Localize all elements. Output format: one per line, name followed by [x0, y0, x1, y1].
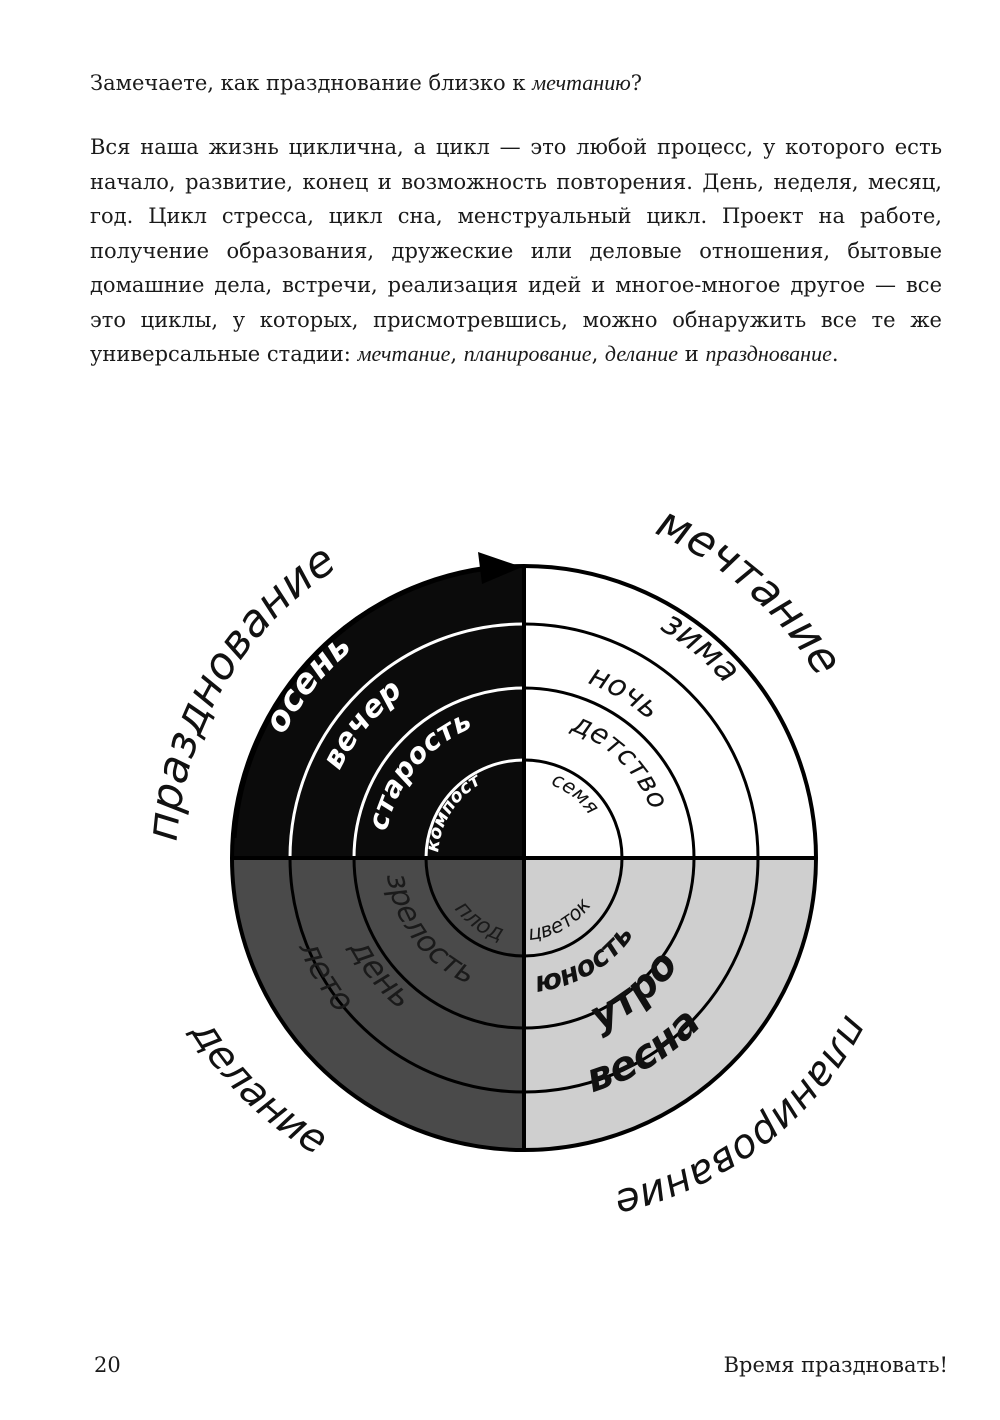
stage-label-planning: планирование: [610, 1008, 878, 1227]
stage-label-celebrating: празднование: [136, 534, 345, 844]
intro-text: Замечаете, как празднование близко к: [90, 71, 533, 95]
ring-label-compost: компост: [422, 769, 485, 854]
ring-label-childhood: детство: [567, 705, 676, 814]
ring-label-seed: семя: [548, 767, 605, 819]
ring-label-morning: утро: [582, 942, 688, 1040]
stage-term-doing: делание: [604, 341, 679, 366]
ring-label-spring: весна: [580, 998, 710, 1103]
running-title: Время праздновать!: [723, 1353, 948, 1377]
separator: ,: [450, 342, 464, 366]
ring-label-youth: юность: [531, 918, 640, 999]
ring-label-maturity: зрелость: [378, 870, 482, 992]
stage-term-dreaming: мечтание: [357, 341, 451, 366]
ring-label-autumn: осень: [256, 625, 359, 740]
intro-italic-word: мечтанию: [532, 70, 631, 95]
ring-label-winter: зима: [654, 602, 749, 691]
ring-label-fruit: плод: [449, 896, 508, 947]
ring-label-old-age: старость: [361, 703, 477, 834]
ring-label-evening: вечер: [315, 672, 409, 775]
stage-term-planning: планирование: [463, 341, 592, 366]
ring-label-day: день: [342, 932, 421, 1017]
intro-question-mark: ?: [630, 71, 642, 95]
separator: и: [678, 342, 706, 366]
stage-label-doing: делание: [181, 1011, 336, 1164]
separator: ,: [591, 342, 605, 366]
ring-label-flower: цветок: [526, 892, 596, 946]
ring-label-night: ночь: [583, 657, 667, 727]
period: .: [831, 342, 839, 366]
page-number: 20: [94, 1353, 121, 1377]
stage-term-celebrating: празднование: [705, 341, 832, 366]
ring-label-summer: лето: [291, 934, 363, 1020]
paragraph-text: Вся наша жизнь циклична, а цикл — это любой процесс, у которого есть начало, развитие, конец и возможность повторения. День, неделя, месяц, год. Цикл стресса, цикл сна, менструальный цикл. Проект на работе, получение образования, дружеские или деловые отношения, бытовые домашние дела, встречи, реализация идей и многое-многое другое — все это циклы, у которых, присмотревшись, можно обнаружить все те же универсальные стадии:: [90, 135, 942, 366]
stage-label-dreaming: мечтание: [648, 496, 853, 685]
